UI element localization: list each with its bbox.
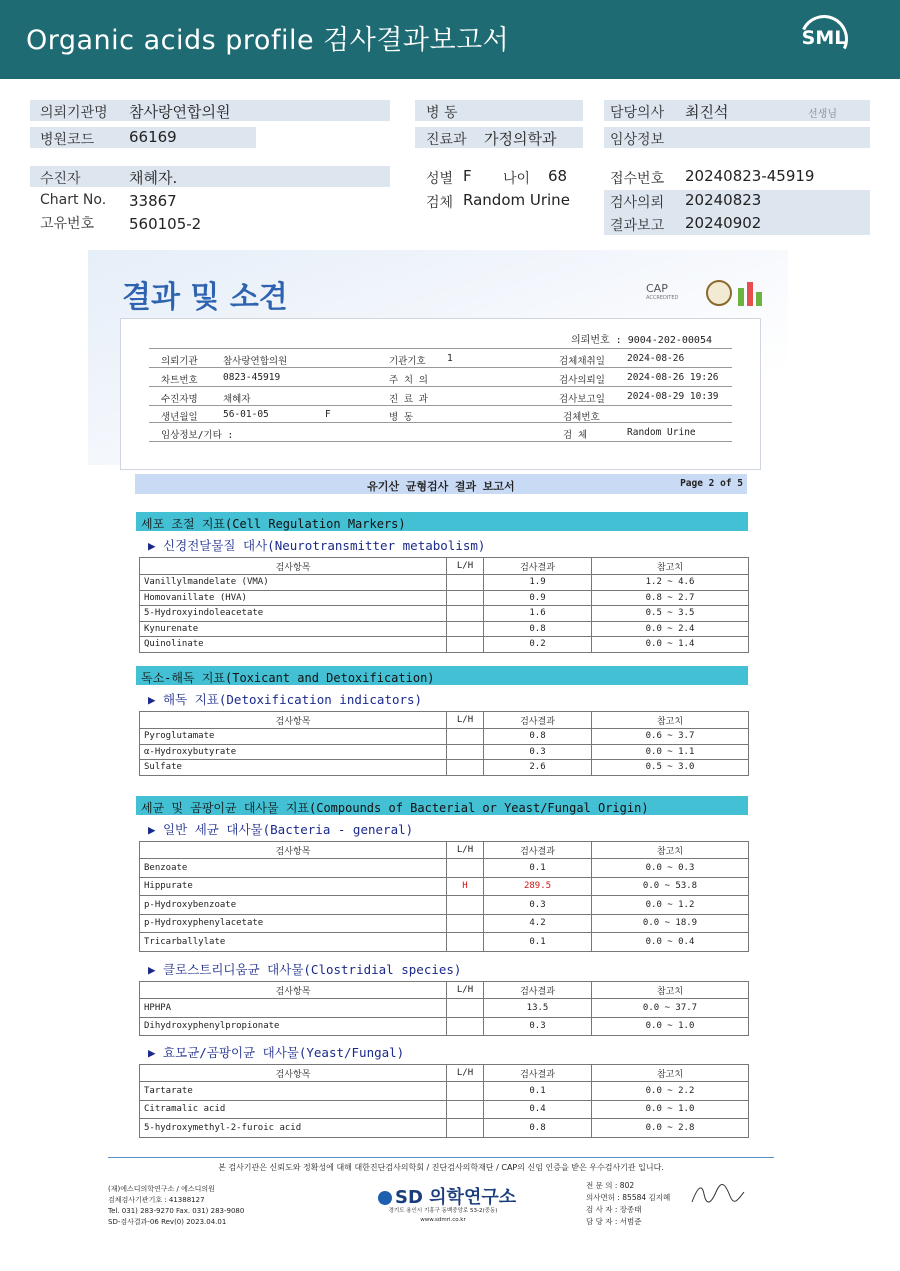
reference-range: 0.0 ~ 2.8 — [592, 1119, 749, 1138]
flag — [447, 896, 484, 915]
report-band — [135, 474, 747, 494]
sml-logo — [796, 12, 852, 68]
inner-value: Random Urine — [627, 427, 696, 438]
report-band-title: 유기산 균형검사 결과 보고서 — [367, 480, 515, 493]
item-name: HPHPA — [140, 999, 447, 1018]
reference-range: 0.0 ~ 0.4 — [592, 933, 749, 952]
request-box — [120, 318, 761, 470]
inner-label: 주 치 의 — [389, 375, 428, 386]
table-row — [140, 877, 749, 896]
flag — [447, 729, 484, 745]
table-row — [140, 637, 749, 653]
doctor-value: 최진석 — [685, 103, 729, 121]
reference-range: 0.0 ~ 37.7 — [592, 999, 749, 1018]
subsection-title: ▶ 해독 지표(Detoxification indicators) — [148, 692, 423, 707]
result: 0.1 — [484, 859, 592, 878]
result: 0.4 — [484, 1100, 592, 1119]
reference-range: 0.0 ~ 1.0 — [592, 1017, 749, 1036]
header-bar — [0, 0, 900, 79]
table-row — [140, 744, 749, 760]
item-name: Dihydroxyphenylpropionate — [140, 1017, 447, 1036]
patient-label: 수진자 — [40, 171, 81, 187]
item-name: 5-hydroxymethyl-2-furoic acid — [140, 1119, 447, 1138]
table-row — [140, 575, 749, 591]
signature-icon — [688, 1180, 748, 1210]
inner-value: 2024-08-29 10:39 — [627, 391, 719, 402]
subsection-title: ▶ 신경전달물질 대사(Neurotransmitter metabolism) — [148, 538, 486, 553]
result: 0.1 — [484, 933, 592, 952]
receipt-value: 20240823-45919 — [685, 167, 815, 185]
flag — [447, 621, 484, 637]
flag — [447, 590, 484, 606]
section-header: 독소-해독 지표(Toxicant and Detoxification) — [136, 666, 748, 685]
item-name: α-Hydroxybutyrate — [140, 744, 447, 760]
sd-logo-icon — [378, 1191, 392, 1205]
result: 0.1 — [484, 1082, 592, 1101]
flag — [447, 760, 484, 776]
inner-label: 검체채취일 — [559, 356, 605, 367]
request-value: 20240823 — [685, 191, 762, 209]
sex-value: F — [463, 167, 472, 185]
reference-range: 0.0 ~ 2.2 — [592, 1082, 749, 1101]
request-number: 의뢰번호 : 9004-202-00054 — [571, 335, 712, 346]
result: 1.6 — [484, 606, 592, 622]
inner-value: 56-01-05 — [223, 409, 269, 420]
result: 13.5 — [484, 999, 592, 1018]
flag — [447, 744, 484, 760]
table-row — [140, 1017, 749, 1036]
flag — [447, 575, 484, 591]
receipt-label: 접수번호 — [610, 171, 665, 187]
subsection-title: ▶ 클로스트리디움균 대사물(Clostridial species) — [148, 962, 462, 977]
cap-logo-icon: CAP ACCREDITED — [646, 282, 679, 301]
signatories: 전 문 의 : 802 의사면허 : 85584 김지혜 검 사 자 : 장종태 담 당 자 : 서범준 — [586, 1181, 671, 1226]
hospital-code-value: 66169 — [129, 128, 177, 146]
reference-range: 0.5 ~ 3.0 — [592, 760, 749, 776]
doctor-suffix: 선생님 — [808, 109, 837, 120]
flag: H — [447, 877, 484, 896]
result: 2.6 — [484, 760, 592, 776]
results-table: 검사항목 L/H 검사결과 참고치 Tartarate 0.1 0.0 ~ 2.2 Citramalic acid 0.4 0.0 ~ 1.0 5-hydroxymethyl-2-furoic acid 0.8 0.0 ~ 2.8 — [139, 1064, 749, 1138]
accreditation-note: 본 검사기관은 신뢰도와 정확성에 대해 대한진단검사의학회 / 진단검사의학재단 / CAP의 신임 인증을 받은 우수검사기관 입니다. — [218, 1163, 664, 1172]
flag — [447, 1017, 484, 1036]
result: 0.8 — [484, 729, 592, 745]
result: 0.2 — [484, 637, 592, 653]
table-row — [140, 1082, 749, 1101]
inner-label: 검체번호 — [563, 412, 600, 423]
reference-range: 0.5 ~ 3.5 — [592, 606, 749, 622]
age-value: 68 — [548, 167, 568, 185]
page-indicator: Page 2 of 5 — [680, 478, 743, 489]
inner-value: 1 — [447, 353, 453, 364]
item-name: Kynurenate — [140, 621, 447, 637]
item-name: p-Hydroxyphenylacetate — [140, 914, 447, 933]
item-name: Hippurate — [140, 877, 447, 896]
table-row — [140, 914, 749, 933]
reference-range: 1.2 ~ 4.6 — [592, 575, 749, 591]
flag — [447, 637, 484, 653]
department-label: 진료과 — [426, 132, 467, 148]
result: 4.2 — [484, 914, 592, 933]
inner-label: 검사의뢰일 — [559, 375, 605, 386]
seal-icon — [706, 280, 732, 306]
item-name: 5-Hydroxyindoleacetate — [140, 606, 447, 622]
table-row — [140, 933, 749, 952]
reference-range: 0.0 ~ 1.1 — [592, 744, 749, 760]
inner-value: 2024-08-26 — [627, 353, 685, 364]
flag — [447, 859, 484, 878]
table-row — [140, 621, 749, 637]
inner-label: 검사보고일 — [559, 394, 605, 405]
inner-value: 2024-08-26 19:26 — [627, 372, 719, 383]
reference-range: 0.8 ~ 2.7 — [592, 590, 749, 606]
doctor-label: 담당의사 — [610, 105, 665, 121]
inner-label: 차트번호 — [161, 375, 198, 386]
inner-label: 임상정보/기타 : — [161, 430, 234, 441]
result: 0.8 — [484, 1119, 592, 1138]
patient-value: 채혜자. — [129, 169, 178, 187]
patient-bar — [30, 166, 390, 187]
chart-value: 33867 — [129, 192, 177, 210]
inner-value: 참사랑연합의원 — [223, 356, 288, 367]
clinical-info-label: 임상정보 — [610, 132, 665, 148]
item-name: Quinolinate — [140, 637, 447, 653]
lab-contact: (재)에스디의학연구소 / 에스디의원 검체검사기관기호 : 41388127 Tel. 031) 283-9270 Fax. 031) 283-9080 SD-검사결과-06 Rev(0) 2023.04.01 — [108, 1185, 245, 1226]
inner-label: 진 료 과 — [389, 394, 428, 405]
lab-address: 경기도 용인시 기흥구 동백중앙로 53-2(중동) www.sdmri.co.kr — [388, 1208, 498, 1223]
report-heading: 결과 및 소견 — [122, 280, 288, 315]
result: 0.3 — [484, 744, 592, 760]
flag — [447, 1119, 484, 1138]
reference-range: 0.0 ~ 1.4 — [592, 637, 749, 653]
hospital-code-label: 병원코드 — [40, 132, 95, 148]
result: 0.3 — [484, 896, 592, 915]
report-document — [88, 250, 788, 1260]
report-date-label: 결과보고 — [610, 218, 665, 234]
inner-label: 기관기호 — [389, 356, 426, 367]
inner-label: 검 체 — [563, 430, 588, 441]
results-table: 검사항목 L/H 검사결과 참고치 Pyroglutamate 0.8 0.6 ~ 3.7 α-Hydroxybutyrate 0.3 0.0 ~ 1.1 Sulfate 2.6 0.5 ~ 3.0 — [139, 711, 749, 776]
li-logo-icon — [738, 282, 762, 306]
section-header: 세포 조절 지표(Cell Regulation Markers) — [136, 512, 748, 531]
item-name: p-Hydroxybenzoate — [140, 896, 447, 915]
inner-value: F — [325, 409, 331, 420]
sd-logo: SD 의학연구소 — [378, 1183, 516, 1209]
item-name: Tricarballylate — [140, 933, 447, 952]
reference-range: 0.0 ~ 18.9 — [592, 914, 749, 933]
item-name: Citramalic acid — [140, 1100, 447, 1119]
page-title: Organic acids profile 검사결과보고서 — [26, 25, 510, 56]
table-row — [140, 729, 749, 745]
table-row — [140, 999, 749, 1018]
reference-range: 0.0 ~ 2.4 — [592, 621, 749, 637]
item-name: Homovanillate (HVA) — [140, 590, 447, 606]
item-name: Pyroglutamate — [140, 729, 447, 745]
ward-label: 병 동 — [426, 105, 458, 121]
subsection-title: ▶ 효모균/곰팡이균 대사물(Yeast/Fungal) — [148, 1045, 405, 1060]
specimen-value: Random Urine — [463, 191, 570, 209]
inner-value: 0823-45919 — [223, 372, 281, 383]
table-row — [140, 1100, 749, 1119]
results-table: 검사항목 L/H 검사결과 참고치 Benzoate 0.1 0.0 ~ 0.3 Hippurate H 289.5 0.0 ~ 53.8 p-Hydroxybenzoate 0.3 0.0 ~ 1.2 p-Hydroxyphenylacetate 4.2 0.0 ~ 18.9 Tricarballylate 0.1 0.0 ~ 0.4 — [139, 841, 749, 952]
result: 1.9 — [484, 575, 592, 591]
reference-range: 0.0 ~ 1.0 — [592, 1100, 749, 1119]
table-row — [140, 760, 749, 776]
subsection-title: ▶ 일반 세균 대사물(Bacteria - general) — [148, 822, 414, 837]
result: 0.3 — [484, 1017, 592, 1036]
logo-text: SML — [801, 27, 847, 49]
results-table: 검사항목 L/H 검사결과 참고치 Vanillylmandelate (VMA) 1.9 1.2 ~ 4.6 Homovanillate (HVA) 0.9 0.8 ~ 2.7 5-Hydroxyindoleacetate 1.6 0.5 ~ 3.5 Kynurenate 0.8 0.0 ~ 2.4 Quinolinate 0.2 0.0 ~ 1.4 — [139, 557, 749, 653]
table-row — [140, 606, 749, 622]
table-row — [140, 859, 749, 878]
flag — [447, 1082, 484, 1101]
flag — [447, 606, 484, 622]
flag — [447, 914, 484, 933]
flag — [447, 999, 484, 1018]
item-name: Vanillylmandelate (VMA) — [140, 575, 447, 591]
unique-value: 560105-2 — [129, 215, 202, 233]
reference-range: 0.0 ~ 53.8 — [592, 877, 749, 896]
section-header: 세균 및 곰팡이균 대사물 지표(Compounds of Bacterial or Yeast/Fungal Origin) — [136, 796, 748, 815]
table-row — [140, 896, 749, 915]
item-name: Benzoate — [140, 859, 447, 878]
report-date-value: 20240902 — [685, 214, 762, 232]
flag — [447, 1100, 484, 1119]
table-row — [140, 1119, 749, 1138]
reference-range: 0.6 ~ 3.7 — [592, 729, 749, 745]
department-value: 가정의학과 — [484, 130, 557, 148]
institution-value: 참사랑연합의원 — [129, 103, 231, 121]
inner-value: 채혜자 — [223, 394, 251, 405]
table-row — [140, 590, 749, 606]
chart-label: Chart No. — [40, 192, 107, 208]
reference-range: 0.0 ~ 0.3 — [592, 859, 749, 878]
inner-label: 의뢰기관 — [161, 356, 198, 367]
result: 289.5 — [484, 877, 592, 896]
inner-label: 병 동 — [389, 412, 414, 423]
item-name: Sulfate — [140, 760, 447, 776]
request-label: 검사의뢰 — [610, 195, 665, 211]
cert-logos — [646, 280, 766, 310]
reference-range: 0.0 ~ 1.2 — [592, 896, 749, 915]
age-label: 나이 — [503, 171, 531, 187]
sex-label: 성별 — [426, 171, 454, 187]
unique-label: 고유번호 — [40, 216, 95, 232]
item-name: Tartarate — [140, 1082, 447, 1101]
specimen-label: 검체 — [426, 195, 454, 211]
institution-label: 의뢰기관명 — [40, 105, 108, 121]
results-table: 검사항목 L/H 검사결과 참고치 HPHPA 13.5 0.0 ~ 37.7 Dihydroxyphenylpropionate 0.3 0.0 ~ 1.0 — [139, 981, 749, 1036]
inner-label: 생년월일 — [161, 412, 198, 423]
result: 0.9 — [484, 590, 592, 606]
result: 0.8 — [484, 621, 592, 637]
flag — [447, 933, 484, 952]
inner-label: 수진자명 — [161, 394, 198, 405]
